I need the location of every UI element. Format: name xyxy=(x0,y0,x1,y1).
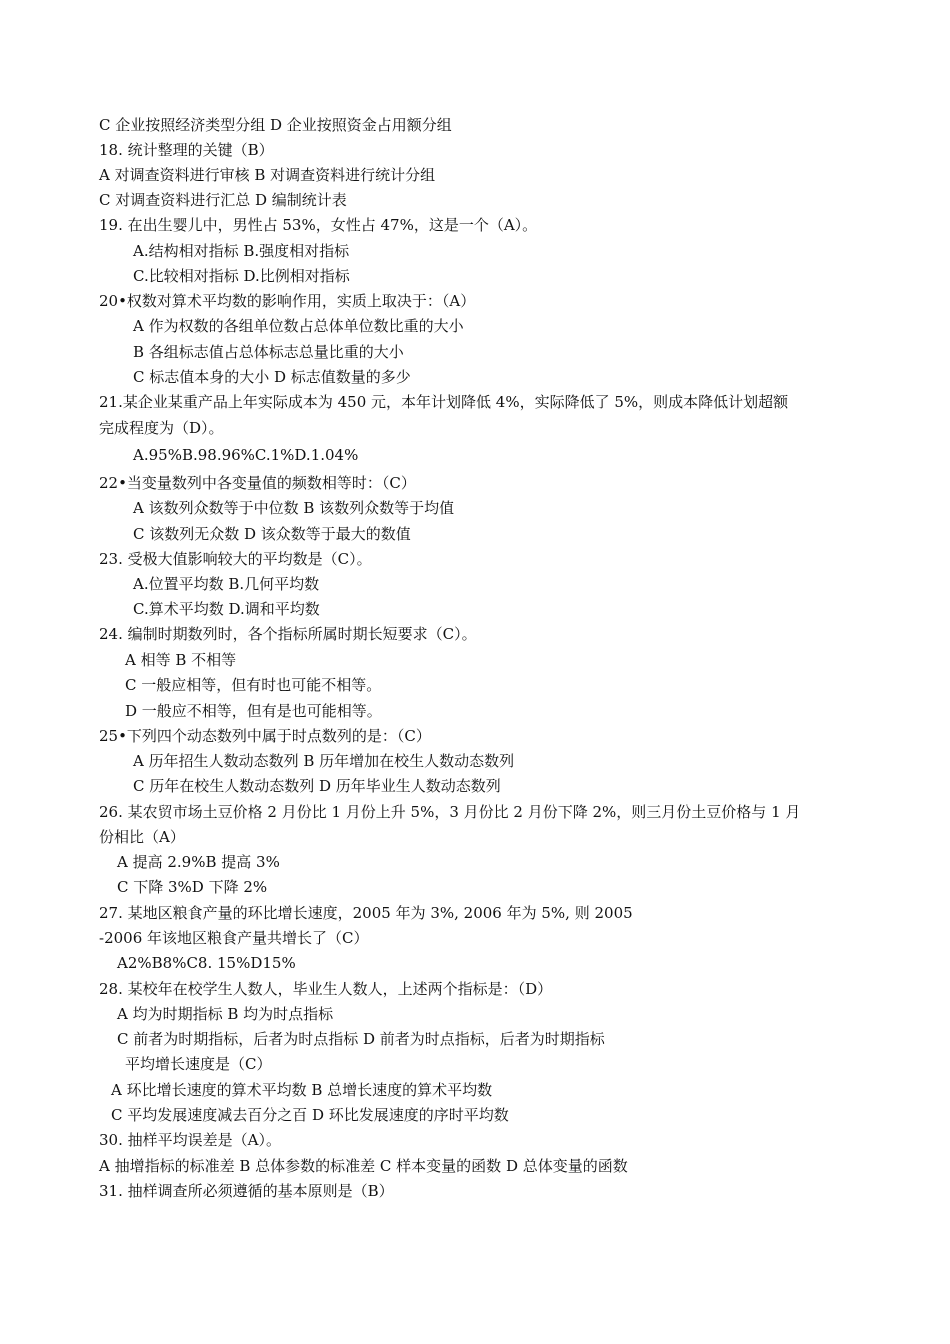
text-line: C 下降 3%D 下降 2% xyxy=(117,878,268,896)
question-31: 31. 抽样调查所必须遵循的基本原则是（B） xyxy=(99,1182,394,1200)
text-line: A.95%B.98.96%C.1%D.1.04% xyxy=(133,446,359,464)
text-line: A 相等 B 不相等 xyxy=(125,651,237,669)
text-line: C 历年在校生人数动态数列 D 历年毕业生人数动态数列 xyxy=(133,777,501,795)
text-line: A 对调查资料进行审核 B 对调查资料进行统计分组 xyxy=(99,166,436,184)
text-line: A 该数列众数等于中位数 B 该数列众数等于均值 xyxy=(133,499,455,517)
text-line: 完成程度为（D）。 xyxy=(99,419,224,437)
question-25: 25•下列四个动态数列中属于时点数列的是：（C） xyxy=(99,727,431,745)
text-line: D 一般应不相等，但有是也可能相等。 xyxy=(125,702,382,720)
question-30: 30. 抽样平均误差是（A）。 xyxy=(99,1131,281,1149)
text-line: C 标志值本身的大小 D 标志值数量的多少 xyxy=(133,368,411,386)
text-line: A 历年招生人数动态数列 B 历年增加在校生人数动态数列 xyxy=(133,752,515,770)
question-20: 20•权数对算术平均数的影响作用，实质上取决于：（A） xyxy=(99,292,476,310)
question-27: 27. 某地区粮食产量的环比增长速度，2005 年为 3%, 2006 年为 5%, 则 2005 xyxy=(99,904,633,922)
question-26: 26. 某农贸市场土豆价格 2 月份比 1 月份上升 5%，3 月份比 2 月份下降 2%，则三月份土豆价格与 1 月 xyxy=(99,803,801,821)
text-line: C 企业按照经济类型分组 D 企业按照资金占用额分组 xyxy=(99,116,452,134)
text-line: C 对调查资料进行汇总 D 编制统计表 xyxy=(99,191,347,209)
text-line: A 作为权数的各组单位数占总体单位数比重的大小 xyxy=(133,317,464,335)
text-line: A.结构相对指标 B.强度相对指标 xyxy=(133,242,350,260)
text-line: A 均为时期指标 B 均为时点指标 xyxy=(117,1005,334,1023)
text-line: B 各组标志值占总体标志总量比重的大小 xyxy=(133,343,404,361)
question-24: 24. 编制时期数列时，各个指标所属时期长短要求（C）。 xyxy=(99,625,477,643)
text-line: A 提高 2.9%B 提高 3% xyxy=(117,853,280,871)
question-28: 28. 某校年在校学生人数人，毕业生人数人，上述两个指标是：（D） xyxy=(99,980,553,998)
question-18: 18. 统计整理的关键（B） xyxy=(99,141,274,159)
text-line: A 环比增长速度的算术平均数 B 总增长速度的算术平均数 xyxy=(111,1081,493,1099)
text-line: 平均增长速度是（C） xyxy=(125,1055,272,1073)
question-22: 22•当变量数列中各变量值的频数相等时：（C） xyxy=(99,474,416,492)
text-line: C.比较相对指标 D.比例相对指标 xyxy=(133,267,350,285)
text-line: A.位置平均数 B.几何平均数 xyxy=(133,575,320,593)
question-19: 19. 在出生婴儿中，男性占 53%，女性占 47%，这是一个（A）。 xyxy=(99,216,538,234)
question-23: 23. 受极大值影响较大的平均数是（C）。 xyxy=(99,550,372,568)
text-line: C 一般应相等，但有时也可能不相等。 xyxy=(125,676,382,694)
text-line: -2006 年该地区粮食产量共增长了（C） xyxy=(99,929,369,947)
text-line: A2%B8%C8. 15%D15% xyxy=(117,954,296,972)
text-line: C 平均发展速度减去百分之百 D 环比发展速度的序时平均数 xyxy=(111,1106,509,1124)
text-line: C 该数列无众数 D 该众数等于最大的数值 xyxy=(133,525,411,543)
text-line: C 前者为时期指标，后者为时点指标 D 前者为时点指标，后者为时期指标 xyxy=(117,1030,605,1048)
text-line: C.算术平均数 D.调和平均数 xyxy=(133,600,320,618)
text-line: A 抽增指标的标准差 B 总体参数的标准差 C 样本变量的函数 D 总体变量的函数 xyxy=(99,1157,628,1175)
text-line: 份相比（A） xyxy=(99,828,185,846)
question-21: 21.某企业某重产品上年实际成本为 450 元，本年计划降低 4%，实际降低了 5%，则成本降低计划超额 xyxy=(99,393,789,411)
